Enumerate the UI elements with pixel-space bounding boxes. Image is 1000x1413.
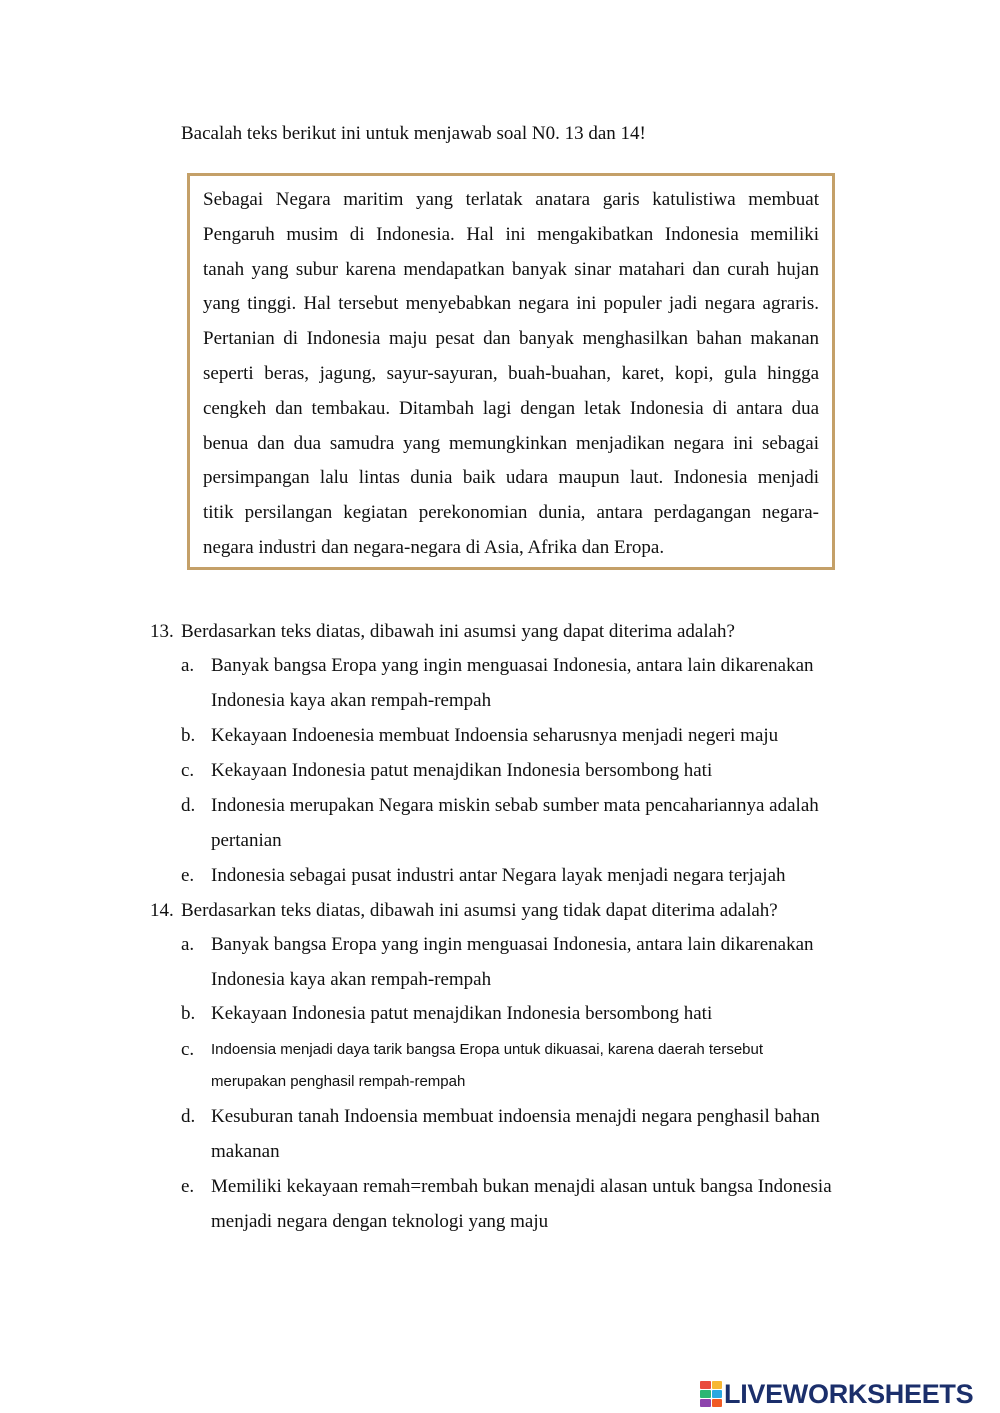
option-text: Kesuburan tanah Indoensia membuat indoensia menajdi negara penghasil bahan <box>211 1106 820 1127</box>
option-letter: b. <box>181 1003 196 1024</box>
option-letter: d. <box>181 1106 196 1127</box>
option-text: Banyak bangsa Eropa yang ingin menguasai Indonesia, antara lain dikarenakan <box>211 934 814 955</box>
reading-passage <box>187 173 835 570</box>
question-text: Berdasarkan teks diatas, dibawah ini asumsi yang dapat diterima adalah? <box>181 621 735 642</box>
option-text: Kekayaan Indoenesia membuat Indoensia seharusnya menjadi negeri maju <box>211 725 779 746</box>
option-text: makanan <box>211 1141 280 1162</box>
option-text: pertanian <box>211 830 282 851</box>
option-text: menjadi negara dengan teknologi yang maju <box>211 1211 549 1232</box>
option-letter: b. <box>181 725 196 746</box>
liveworksheets-logo-icon <box>700 1381 722 1407</box>
option-text: Kekayaan Indonesia patut menajdikan Indonesia bersombong hati <box>211 1003 713 1024</box>
passage-line: titik persilangan kegiatan perekonomian dunia, antara perdagangan negara- <box>203 502 819 524</box>
passage-line: Pertanian di Indonesia maju pesat dan banyak menghasilkan bahan makanan <box>203 328 819 350</box>
option-text: Kekayaan Indonesia patut menajdikan Indonesia bersombong hati <box>211 760 713 781</box>
option-letter: c. <box>181 1039 195 1060</box>
option-letter: a. <box>181 934 195 955</box>
question-number: 14. <box>150 900 174 921</box>
passage-line: tanah yang subur karena mendapatkan banyak sinar matahari dan curah hujan <box>203 258 819 280</box>
option-text: merupakan penghasil rempah-rempah <box>211 1073 466 1090</box>
passage-line: cengkeh dan tembakau. Ditambah lagi dengan letak Indonesia di antara dua <box>203 397 819 419</box>
instruction-text: Bacalah teks berikut ini untuk menjawab soal N0. 13 dan 14! <box>181 123 646 144</box>
passage-line: Pengaruh musim di Indonesia. Hal ini mengakibatkan Indonesia memiliki <box>203 223 819 245</box>
passage-line: yang tinggi. Hal tersebut menyebabkan negara ini populer jadi negara agraris. <box>203 293 819 315</box>
passage-line: negara industri dan negara-negara di Asia, Afrika dan Eropa. <box>203 536 665 558</box>
option-letter: a. <box>181 655 195 676</box>
option-text: Memiliki kekayaan remah=rembah bukan menajdi alasan untuk bangsa Indonesia <box>211 1176 832 1197</box>
liveworksheets-brand <box>700 1378 973 1410</box>
brand-name: LIVEWORKSHEETS <box>724 1378 974 1409</box>
option-text: Indonesia kaya akan rempah-rempah <box>211 969 492 990</box>
option-text: Indonesia kaya akan rempah-rempah <box>211 690 492 711</box>
passage-line: seperti beras, jagung, sayur-sayuran, buah-buahan, karet, kopi, gula hingga <box>203 362 819 384</box>
passage-line: Sebagai Negara maritim yang terlatak anatara garis katulistiwa membuat <box>203 189 819 210</box>
option-text: Indoensia menjadi daya tarik bangsa Eropa untuk dikuasai, karena daerah tersebut <box>211 1041 764 1058</box>
option-letter: e. <box>181 865 195 886</box>
option-text: Indonesia sebagai pusat industri antar Negara layak menjadi negara terjajah <box>211 865 786 886</box>
option-text: Banyak bangsa Eropa yang ingin menguasai Indonesia, antara lain dikarenakan <box>211 655 814 676</box>
option-letter: d. <box>181 795 196 816</box>
option-text: Indonesia merupakan Negara miskin sebab sumber mata pencahariannya adalah <box>211 795 819 816</box>
question-number: 13. <box>150 621 174 642</box>
passage-line: persimpangan lalu lintas dunia baik udara maupun laut. Indonesia menjadi <box>203 467 819 489</box>
option-letter: c. <box>181 760 195 781</box>
question-text: Berdasarkan teks diatas, dibawah ini asumsi yang tidak dapat diterima adalah? <box>181 900 778 921</box>
passage-line: benua dan dua samudra yang memungkinkan menjadikan negara ini sebagai <box>203 432 819 454</box>
option-letter: e. <box>181 1176 195 1197</box>
